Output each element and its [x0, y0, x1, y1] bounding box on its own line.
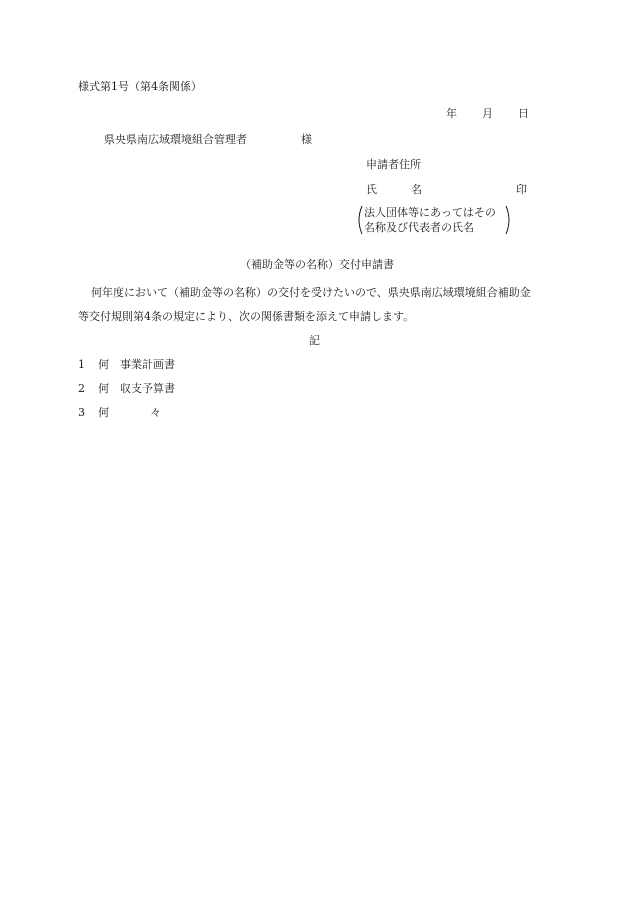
date-line — [446, 108, 529, 119]
attachment-number: 3 — [78, 406, 85, 419]
document-title: （補助金等の名称）交付申請書 — [240, 258, 394, 271]
attachment-name: 々 — [150, 406, 161, 419]
addressee-honorific: 様 — [301, 133, 312, 146]
seal-mark: 印 — [516, 183, 527, 196]
applicant-address-label: 申請者住所 — [366, 158, 421, 171]
attachment-prefix: 何 — [98, 382, 109, 395]
corporate-note-line1: 法人団体等にあってはその — [364, 206, 496, 219]
attachment-item-1 — [78, 359, 175, 370]
ki-heading: 記 — [309, 334, 320, 347]
attachment-item-3 — [78, 407, 161, 418]
date-year-label: 年 — [446, 107, 457, 120]
applicant-name-label-1: 氏 — [366, 183, 377, 196]
body-line-1: 何年度において（補助金等の名称）の交付を受けたいので、県央県南広域環境組合補助金 — [91, 286, 531, 299]
body-line-2: 等交付規則第4条の規定により、次の関係書類を添えて申請します。 — [78, 310, 415, 323]
corporate-note — [355, 205, 513, 235]
addressee-name: 県央県南広域環境組合管理者 — [104, 133, 247, 146]
form-number: 様式第1号（第4条関係） — [78, 80, 202, 93]
corporate-note-line2: 名称及び代表者の氏名 — [364, 221, 474, 234]
attachment-number: 1 — [78, 358, 85, 371]
attachment-prefix: 何 — [98, 406, 109, 419]
date-day-label: 日 — [518, 107, 529, 120]
attachment-number: 2 — [78, 382, 85, 395]
date-month-label: 月 — [482, 107, 493, 120]
attachment-item-2 — [78, 383, 175, 394]
attachment-prefix: 何 — [98, 358, 109, 371]
applicant-name-label-2: 名 — [411, 183, 422, 196]
attachment-name: 事業計画書 — [120, 358, 175, 371]
attachment-name: 収支予算書 — [120, 382, 175, 395]
